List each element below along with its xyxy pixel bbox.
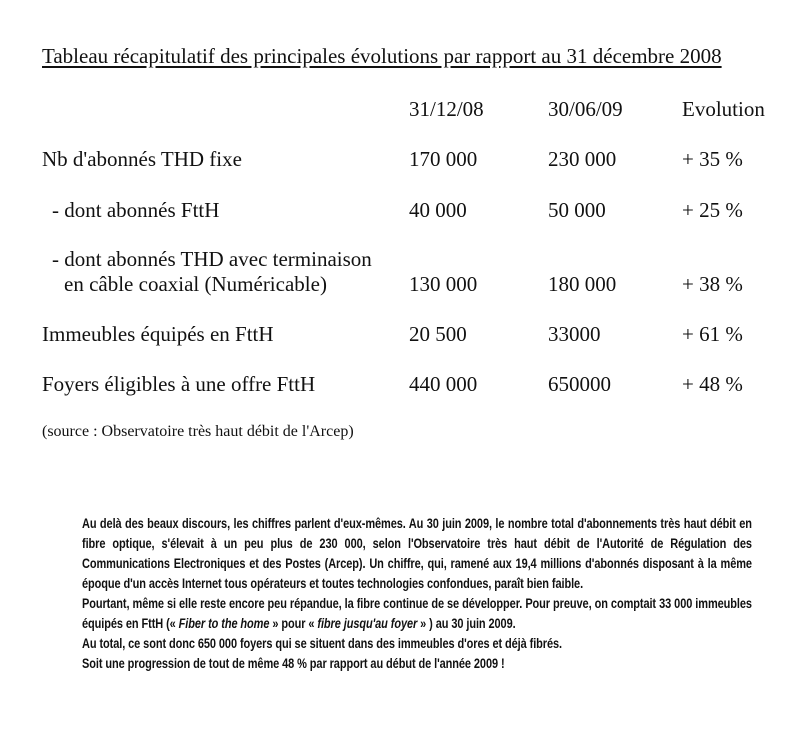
row-value-1: 170 000 <box>409 147 478 171</box>
column-header-date-1: 31/12/08 <box>409 97 484 121</box>
column-header-evolution: Evolution <box>682 97 765 121</box>
row-evolution: + 35 % <box>682 147 743 171</box>
row-label-immeubles: Immeubles équipés en FttH <box>42 322 274 346</box>
article-paragraph: Au delà des beaux discours, les chiffres parlent d'eux-mêmes. Au 30 juin 2009, le nombre total d'abonnements très haut débit en fibre optique, s'élevait à un peu plus de 230 000, selon l'Observatoire très haut débit de l'Autorité de Régulation des Communications Electroniques et des Postes (Arcep). Un chiffre, qui, ramené aux 19,4 millions d'abonnés disposant à la même époque d'un accès Internet tous opérateurs et toutes technologies confondues, paraît bien faible. <box>82 516 752 591</box>
row-value-2: 650000 <box>548 372 611 396</box>
row-evolution: + 38 % <box>682 272 743 296</box>
row-evolution: + 61 % <box>682 322 743 346</box>
text-run: » pour « <box>269 616 318 631</box>
text-run: » ) au 30 juin 2009. <box>417 616 516 631</box>
row-label-ftth: - dont abonnés FttH <box>52 198 220 222</box>
row-label-foyers: Foyers éligibles à une offre FttH <box>42 372 316 396</box>
article-paragraph <box>82 594 752 634</box>
emphasis: fibre jusqu'au foyer <box>317 616 418 631</box>
row-label-thd-fixe: Nb d'abonnés THD fixe <box>42 147 242 171</box>
row-label-coaxial-line2: en câble coaxial (Numéricable) <box>64 272 327 296</box>
row-value-2: 230 000 <box>548 147 617 171</box>
row-value-2: 50 000 <box>548 198 606 222</box>
emphasis: Fiber to the home <box>178 616 270 631</box>
text-run: Pourtant, même si elle reste encore peu répandue, la fibre continue de se développer. Pour preuve, on comptait 33 000 immeubles équipés en FttH (« <box>82 596 752 631</box>
row-value-2: 180 000 <box>548 272 617 296</box>
row-evolution: + 25 % <box>682 198 743 222</box>
column-header-date-2: 30/06/09 <box>548 97 623 121</box>
row-label-coaxial: - dont abonnés THD avec terminaison <box>52 247 372 271</box>
row-value-2: 33000 <box>548 322 601 346</box>
row-value-1: 40 000 <box>409 198 467 222</box>
article-paragraph: Soit une progression de tout de même 48 % par rapport au début de l'année 2009 ! <box>82 656 505 671</box>
row-evolution: + 48 % <box>682 372 743 396</box>
row-value-1: 130 000 <box>409 272 478 296</box>
source-note: (source : Observatoire très haut débit de l'Arcep) <box>42 423 354 440</box>
row-value-1: 20 500 <box>409 322 467 346</box>
row-value-1: 440 000 <box>409 372 478 396</box>
article-paragraph: Au total, ce sont donc 650 000 foyers qui se situent dans des immeubles d'ores et déjà fibrés. <box>82 636 563 651</box>
table-title: Tableau récapitulatif des principales évolutions par rapport au 31 décembre 2008 <box>42 44 722 68</box>
article-text <box>82 514 752 674</box>
